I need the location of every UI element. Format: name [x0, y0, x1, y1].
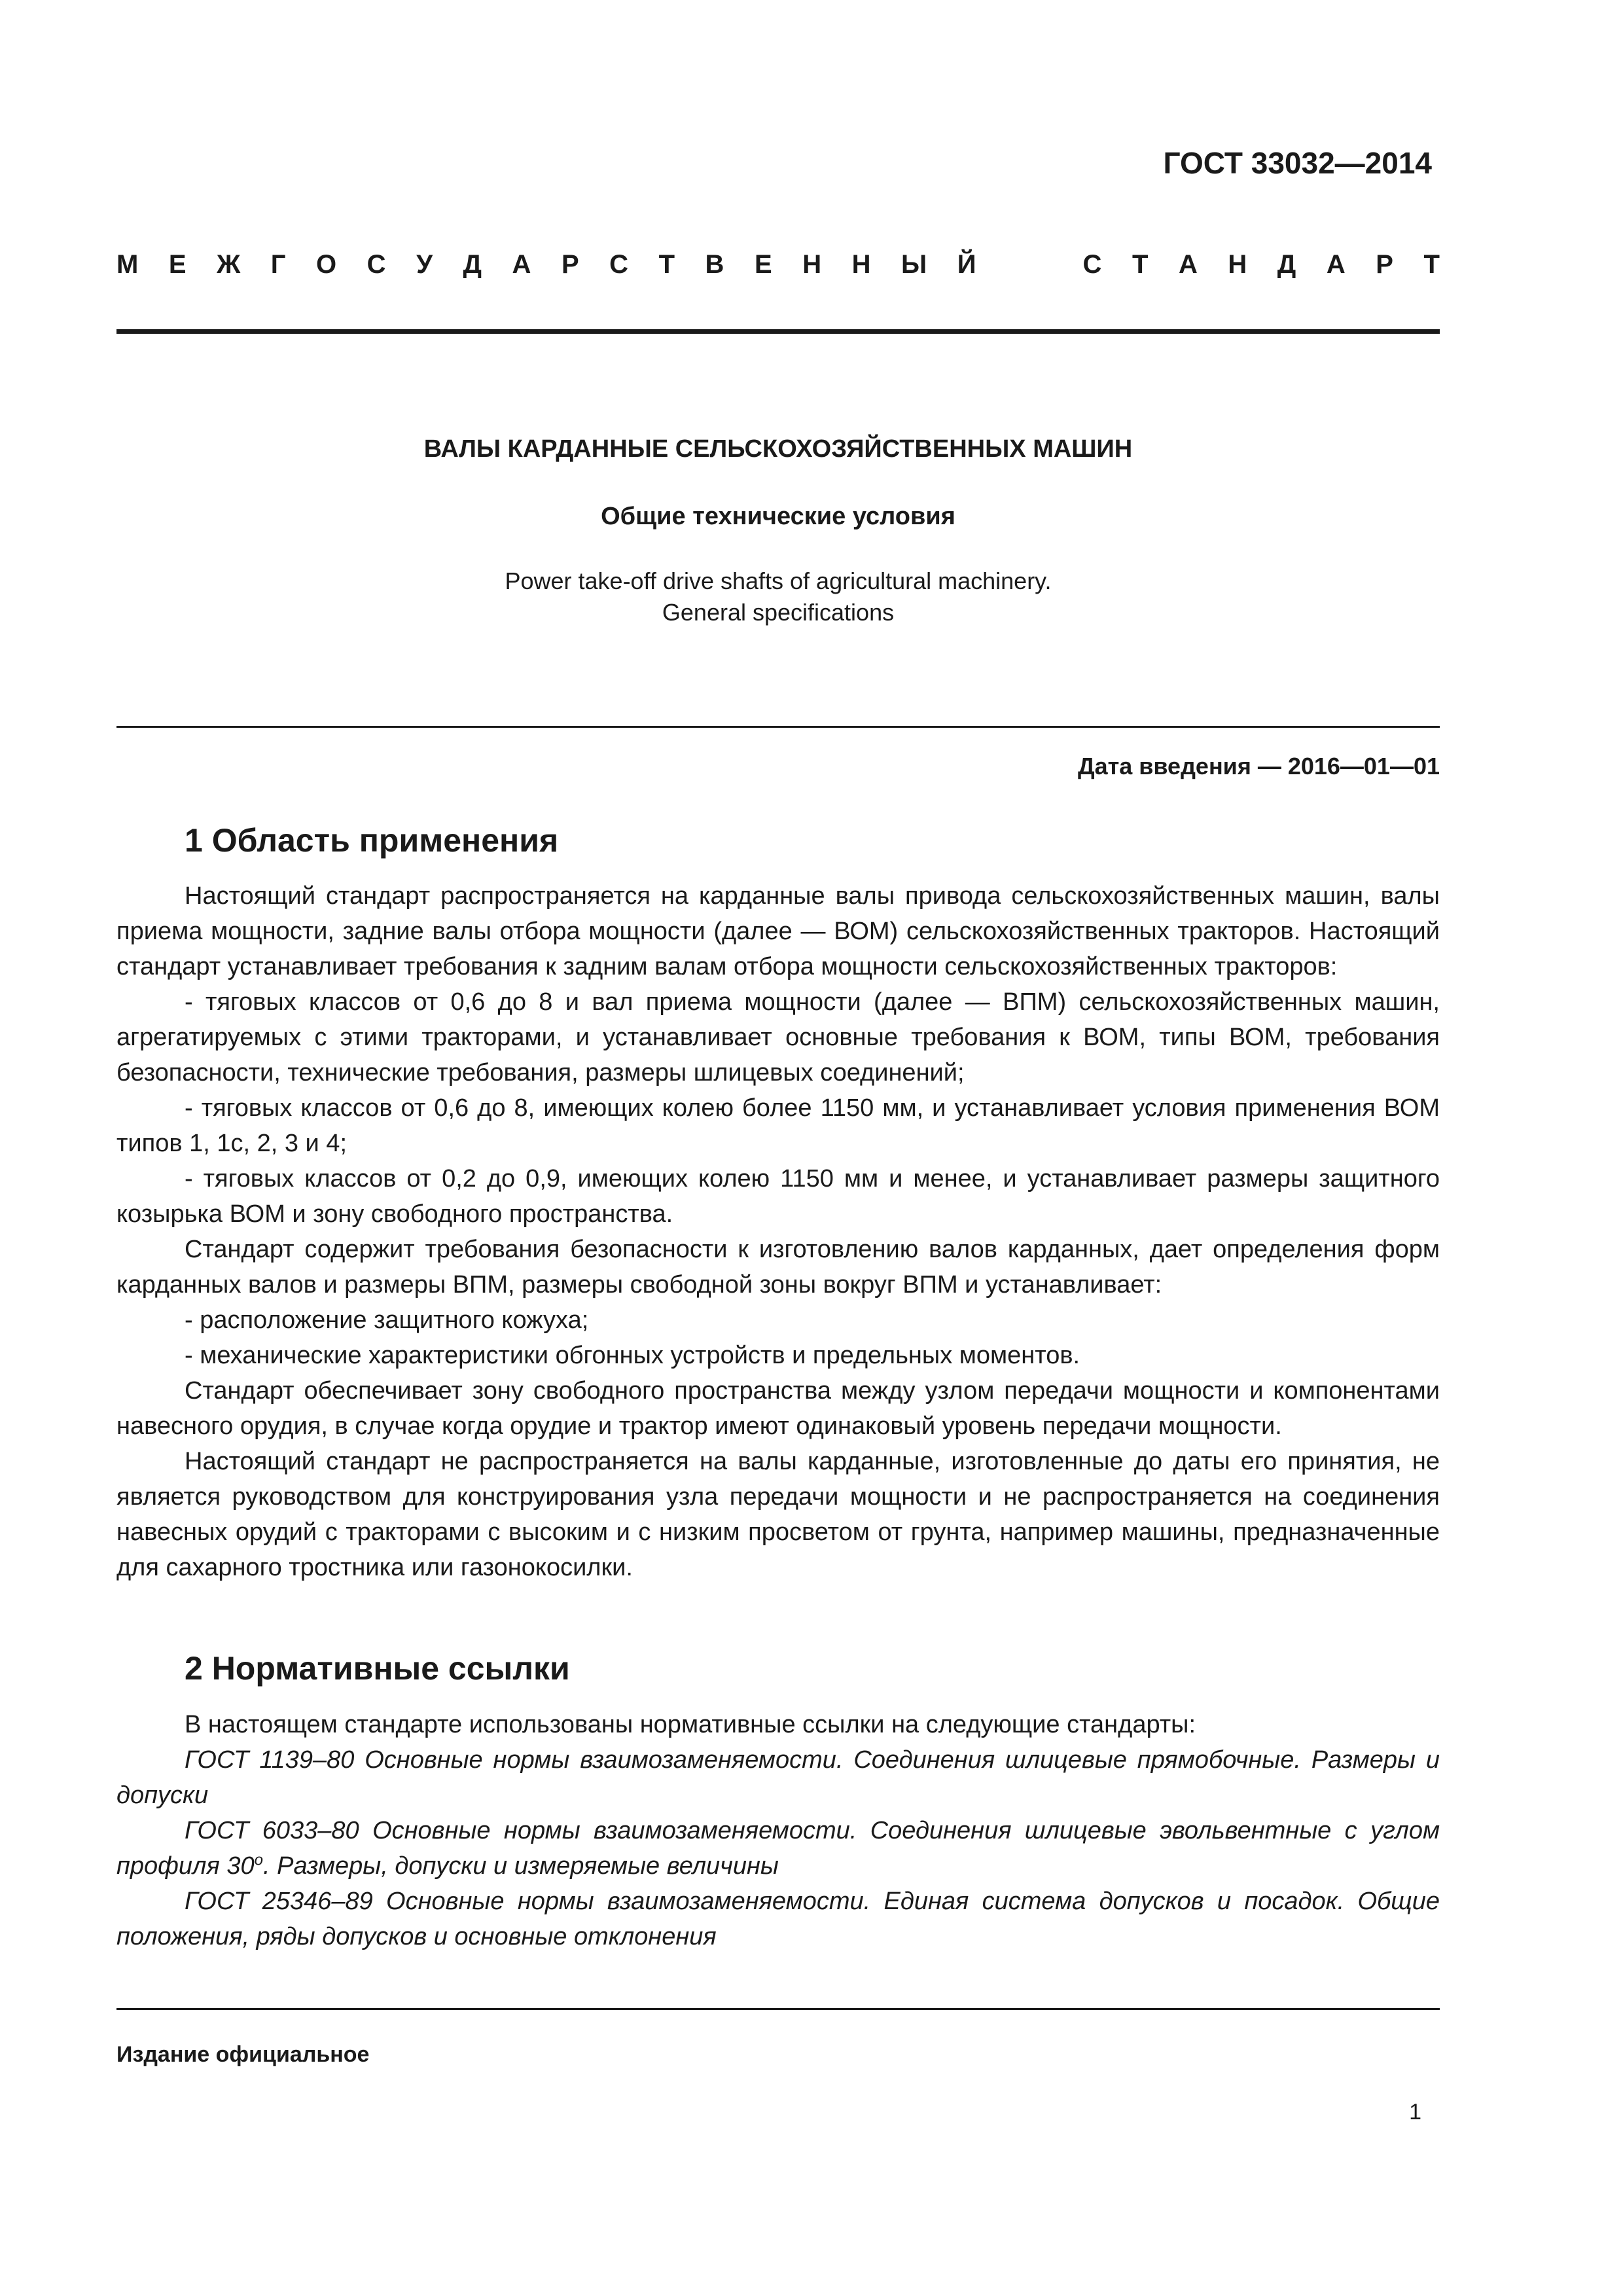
banner-letter: С [1082, 250, 1102, 279]
banner-letter: Е [168, 250, 187, 279]
document-subtitle: Общие технические условия [601, 503, 955, 530]
section-body-scope [116, 878, 1440, 1585]
paragraph: - механические характеристики обгонных устройств и предельных моментов. [185, 1342, 1080, 1369]
paragraph: - тяговых классов от 0,6 до 8 и вал приема мощности (далее — ВПМ) сельскохозяйственных машин, агрегатируемых с этими тракторами, и устанавливает основные требования к ВОМ, типы ВОМ, требования безопасности, технические требования, размеры шлицевых соединений; [116, 988, 1440, 1086]
english-title-line: General specifications [662, 599, 895, 626]
title-divider [116, 726, 1440, 728]
banner-letter: В [705, 250, 724, 279]
banner-letter: Т [1423, 250, 1440, 279]
paragraph: Стандарт содержит требования безопасности к изготовлению валов карданных, дает определения форм карданных валов и размеры ВПМ, размеры свободной зоны вокруг ВПМ и устанавливает: [116, 1236, 1440, 1299]
banner-letter: Н [1228, 250, 1247, 279]
footer-divider [116, 2008, 1440, 2010]
banner-letter: Е [754, 250, 772, 279]
paragraph: В настоящем стандарте использованы нормативные ссылки на следующие стандарты: [185, 1711, 1196, 1738]
paragraph: - тяговых классов от 0,2 до 0,9, имеющих колею 1150 мм и менее, и устанавливает размеры защитного козырька ВОМ и зону свободного пространства. [116, 1165, 1440, 1228]
banner-letter: Т [658, 250, 675, 279]
paragraph: - расположение защитного кожуха; [185, 1306, 589, 1334]
paragraph: - тяговых классов от 0,6 до 8, имеющих колею более 1150 мм, и устанавливает условия применения ВОМ типов 1, 1с, 2, 3 и 4; [116, 1094, 1440, 1157]
banner-letter: Й [957, 250, 976, 279]
section-heading-scope: 1 Область применения [185, 822, 559, 859]
interstate-standard-banner [116, 250, 1440, 279]
reference-text: ГОСТ 25346–89 Основные нормы взаимозаменяемости. Единая система допусков и посадок. Общие положения, ряды допусков и основные отклонения [116, 1888, 1440, 1950]
reference-item [116, 1884, 1440, 1954]
banner-letter: Т [1132, 250, 1149, 279]
section-body-references [116, 1707, 1440, 1954]
banner-letter: Р [1376, 250, 1393, 279]
banner-letter: С [609, 250, 629, 279]
banner-letter: Д [1277, 250, 1296, 279]
banner-word-gap [1007, 250, 1052, 279]
reference-text: . Размеры, допуски и измеряемые величины [262, 1852, 779, 1880]
banner-letter: С [366, 250, 386, 279]
document-title: ВАЛЫ КАРДАННЫЕ СЕЛЬСКОХОЗЯЙСТВЕННЫХ МАШИН [423, 435, 1133, 463]
banner-letter: О [315, 250, 337, 279]
header-divider [116, 329, 1440, 334]
reference-text: ГОСТ 1139–80 Основные нормы взаимозаменяемости. Соединения шлицевые прямобочные. Размеры и допуски [116, 1746, 1440, 1809]
paragraph: Настоящий стандарт не распространяется на валы карданные, изготовленные до даты его принятия, не является руководством для конструирования узла передачи мощности и не распространяется на соединения навесных орудий с тракторами с высоким и с низким просветом от грунта, например машины, предназначенные для сахарного тростника или газонокосилки. [116, 1448, 1440, 1581]
banner-letter: Р [561, 250, 579, 279]
official-edition-label: Издание официальное [116, 2042, 370, 2067]
banner-letter: А [1326, 250, 1346, 279]
banner-letter: Ы [901, 250, 927, 279]
banner-letter: У [416, 250, 433, 279]
banner-letter: Д [463, 250, 482, 279]
degree-superscript: о [254, 1851, 263, 1869]
introduction-date: Дата введения — 2016—01—01 [1077, 753, 1440, 780]
banner-letter: Г [270, 250, 286, 279]
section-heading-references: 2 Нормативные ссылки [185, 1650, 570, 1687]
banner-letter: Н [851, 250, 871, 279]
page-number: 1 [1409, 2100, 1421, 2125]
reference-text: ГОСТ 6033–80 Основные нормы взаимозаменяемости. Соединения шлицевые эвольвентные с углом профиля 30 [116, 1817, 1440, 1880]
banner-letter: А [1178, 250, 1198, 279]
banner-letter: М [116, 250, 139, 279]
document-number: ГОСТ 33032—2014 [1163, 146, 1432, 180]
reference-item [116, 1813, 1440, 1884]
banner-letter: Ж [217, 250, 241, 279]
banner-letter: А [512, 250, 531, 279]
paragraph: Стандарт обеспечивает зону свободного пространства между узлом передачи мощности и компонентами навесного орудия, в случае когда орудие и трактор имеют одинаковый уровень передачи мощности. [116, 1377, 1440, 1440]
banner-letter: Н [802, 250, 822, 279]
english-title [116, 565, 1440, 628]
paragraph: Настоящий стандарт распространяется на карданные валы привода сельскохозяйственных машин, валы приема мощности, задние валы отбора мощности (далее — ВОМ) сельскохозяйственных тракторов. Настоящий стандарт устанавливает требования к задним валам отбора мощности сельскохозяйственных тракторов: [116, 882, 1440, 980]
reference-item [116, 1742, 1440, 1813]
english-title-line: Power take-off drive shafts of agricultural machinery. [505, 567, 1052, 594]
